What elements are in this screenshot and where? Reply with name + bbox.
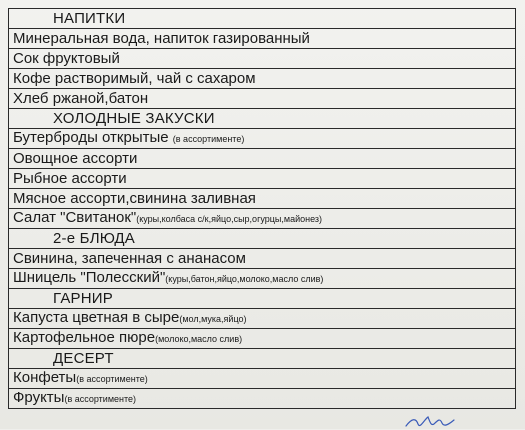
menu-item-row bbox=[9, 389, 516, 409]
menu-item-row bbox=[9, 169, 516, 189]
menu-item-cell bbox=[9, 29, 516, 49]
menu-item-cell bbox=[9, 309, 516, 329]
menu-item-name: Фрукты bbox=[13, 389, 65, 406]
menu-item-cell bbox=[9, 129, 516, 149]
menu-item-name: Капуста цветная в сыре bbox=[13, 309, 180, 326]
section-title: 2-е БЛЮДА bbox=[9, 229, 516, 249]
menu-item-note: (в ассортименте) bbox=[76, 374, 148, 384]
menu-item-cell bbox=[9, 249, 516, 269]
menu-item-row bbox=[9, 89, 516, 109]
section-header-row bbox=[9, 349, 516, 369]
menu-item-note: (молоко,масло слив) bbox=[155, 334, 243, 344]
menu-item-name: Овощное ассорти bbox=[13, 149, 138, 167]
menu-item-name: Хлеб ржаной,батон bbox=[13, 89, 149, 107]
menu-item-row bbox=[9, 269, 516, 289]
menu-item-row bbox=[9, 309, 516, 329]
menu-item-note: (куры,батон,яйцо,молоко,масло слив) bbox=[165, 274, 324, 284]
signature-mark bbox=[404, 414, 464, 430]
menu-item-cell bbox=[9, 149, 516, 169]
menu-item-row bbox=[9, 69, 516, 89]
menu-item-name: Салат "Свитанок" bbox=[13, 209, 137, 226]
menu-item-row bbox=[9, 49, 516, 69]
section-title: ХОЛОДНЫЕ ЗАКУСКИ bbox=[9, 109, 516, 129]
menu-item-name: Свинина, запеченная с ананасом bbox=[13, 249, 246, 267]
section-header-row bbox=[9, 229, 516, 249]
menu-item-row bbox=[9, 249, 516, 269]
menu-item-row bbox=[9, 329, 516, 349]
menu-item-name: Шницель "Полесский" bbox=[13, 269, 166, 286]
menu-item-row bbox=[9, 29, 516, 49]
menu-item-note: (куры,колбаса с/к,яйцо,сыр,огурцы,майонез) bbox=[136, 214, 323, 224]
menu-item-row bbox=[9, 149, 516, 169]
section-title: ДЕСЕРТ bbox=[9, 349, 516, 369]
menu-item-name: Мясное ассорти,свинина заливная bbox=[13, 189, 256, 207]
menu-item-cell bbox=[9, 69, 516, 89]
menu-item-row bbox=[9, 209, 516, 229]
menu-table bbox=[8, 8, 516, 409]
menu-item-name: Картофельное пюре bbox=[13, 329, 156, 346]
menu-item-row bbox=[9, 189, 516, 209]
menu-item-cell bbox=[9, 389, 516, 409]
menu-item-cell bbox=[9, 189, 516, 209]
menu-table-body bbox=[9, 9, 516, 409]
menu-item-cell bbox=[9, 269, 516, 289]
menu-item-cell bbox=[9, 89, 516, 109]
section-header-row bbox=[9, 109, 516, 129]
menu-item-name: Сок фруктовый bbox=[13, 49, 120, 67]
menu-item-row bbox=[9, 129, 516, 149]
menu-item-note: (в ассортименте) bbox=[64, 394, 137, 404]
menu-item-row bbox=[9, 369, 516, 389]
menu-item-cell bbox=[9, 209, 516, 229]
menu-item-name: Кофе растворимый, чай с сахаром bbox=[13, 69, 256, 87]
menu-item-cell bbox=[9, 329, 516, 349]
section-title: ГАРНИР bbox=[9, 289, 516, 309]
menu-item-name: Рыбное ассорти bbox=[13, 169, 127, 187]
menu-item-name: Конфеты bbox=[13, 369, 77, 386]
menu-item-cell bbox=[9, 169, 516, 189]
menu-item-name: Бутерброды открытые bbox=[13, 129, 173, 146]
menu-item-name: Минеральная вода, напиток газированный bbox=[13, 29, 310, 47]
section-title: НАПИТКИ bbox=[9, 9, 516, 29]
section-header-row bbox=[9, 9, 516, 29]
menu-item-note: (в ассортименте) bbox=[172, 134, 245, 144]
menu-item-cell bbox=[9, 369, 516, 389]
menu-item-note: (мол,мука,яйцо) bbox=[179, 314, 247, 324]
section-header-row bbox=[9, 289, 516, 309]
menu-item-cell bbox=[9, 49, 516, 69]
